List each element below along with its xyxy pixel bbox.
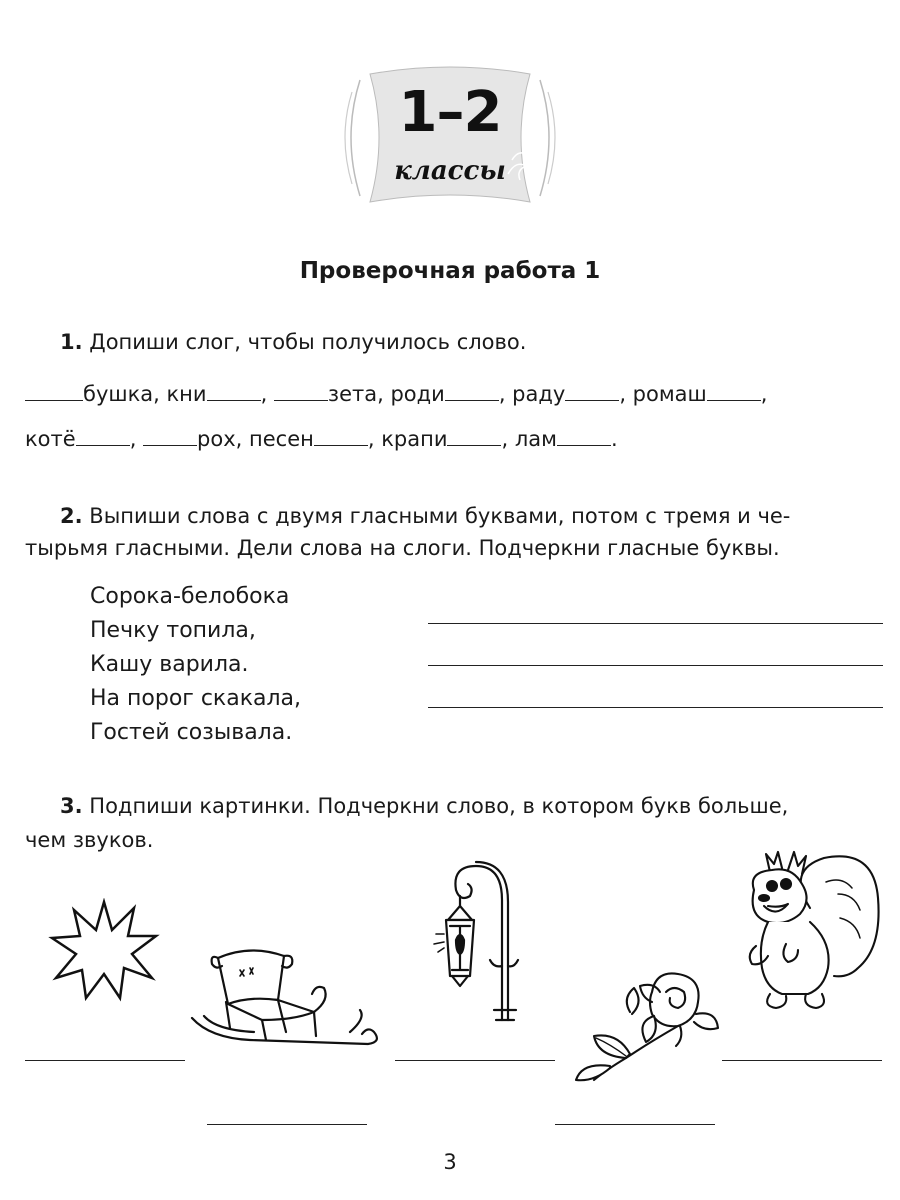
page-title: Проверочная работа 1 <box>299 258 601 284</box>
word-fragment: , крапи <box>367 427 448 451</box>
task3-number: 3. <box>60 794 83 818</box>
task2-text: Выпиши слова с двумя гласными буквами, потом с тремя и че- <box>89 504 791 528</box>
word-fragment: . <box>610 427 618 451</box>
answer-blank[interactable] <box>314 427 368 446</box>
poem-line: Гостей созывала. <box>90 720 293 745</box>
grade-number: 1–2 <box>398 80 502 145</box>
answer-line[interactable] <box>428 665 883 666</box>
answer-blank[interactable] <box>707 382 761 401</box>
task2-instruction-line2: тырьмя гласными. Дели слова на слоги. Подчеркни гласные буквы. <box>25 536 780 560</box>
answer-line[interactable] <box>207 1124 367 1125</box>
task3-instruction-line1 <box>60 790 788 822</box>
answer-blank[interactable] <box>207 382 261 401</box>
task1-text: Допиши слог, чтобы получилось слово. <box>89 330 527 354</box>
poem-line: Печку топила, <box>90 618 256 643</box>
sled-icon <box>190 940 380 1050</box>
answer-line[interactable] <box>25 1060 185 1061</box>
task3-text: Подпиши картинки. Подчеркни слово, в котором букв больше, <box>89 794 789 818</box>
word-fragment: бушка, кни <box>83 382 207 406</box>
task3-instruction-line2: чем звуков. <box>25 828 154 852</box>
answer-line[interactable] <box>428 623 883 624</box>
answer-blank[interactable] <box>25 382 83 401</box>
answer-blank[interactable] <box>143 427 197 446</box>
answer-blank[interactable] <box>445 382 499 401</box>
word-fragment: , ромаш <box>619 382 707 406</box>
task1-instruction <box>60 326 526 358</box>
task1-number: 1. <box>60 330 83 354</box>
task1-line2 <box>25 423 618 455</box>
lantern-icon <box>430 860 525 1025</box>
word-fragment: , лам <box>501 427 557 451</box>
answer-blank[interactable] <box>557 427 611 446</box>
answer-line[interactable] <box>555 1124 715 1125</box>
word-fragment: , <box>260 382 274 406</box>
answer-blank[interactable] <box>447 427 501 446</box>
grade-badge <box>330 62 570 212</box>
word-fragment: , <box>760 382 768 406</box>
word-fragment: котё <box>25 427 76 451</box>
word-fragment: зета, роди <box>327 382 445 406</box>
poem-line: Сорока-белобока <box>90 584 290 609</box>
answer-blank[interactable] <box>565 382 619 401</box>
star-icon <box>48 898 160 1002</box>
task1-line1 <box>25 378 767 410</box>
answer-blank[interactable] <box>76 427 130 446</box>
answer-blank[interactable] <box>274 382 328 401</box>
rose-icon <box>570 962 720 1084</box>
answer-line[interactable] <box>428 707 883 708</box>
poem-line: Кашу варила. <box>90 652 249 677</box>
word-fragment: рох, песен <box>197 427 314 451</box>
poem <box>90 580 301 750</box>
word-fragment: , раду <box>498 382 566 406</box>
squirrel-icon <box>728 848 883 1013</box>
answer-line[interactable] <box>722 1060 882 1061</box>
answer-line[interactable] <box>395 1060 555 1061</box>
poem-line: На порог скакала, <box>90 686 302 711</box>
task2-number: 2. <box>60 504 83 528</box>
grade-word: классы <box>394 156 506 186</box>
page-number: 3 <box>443 1150 457 1174</box>
task2-instruction-line1 <box>60 500 790 532</box>
word-fragment: , <box>129 427 144 451</box>
